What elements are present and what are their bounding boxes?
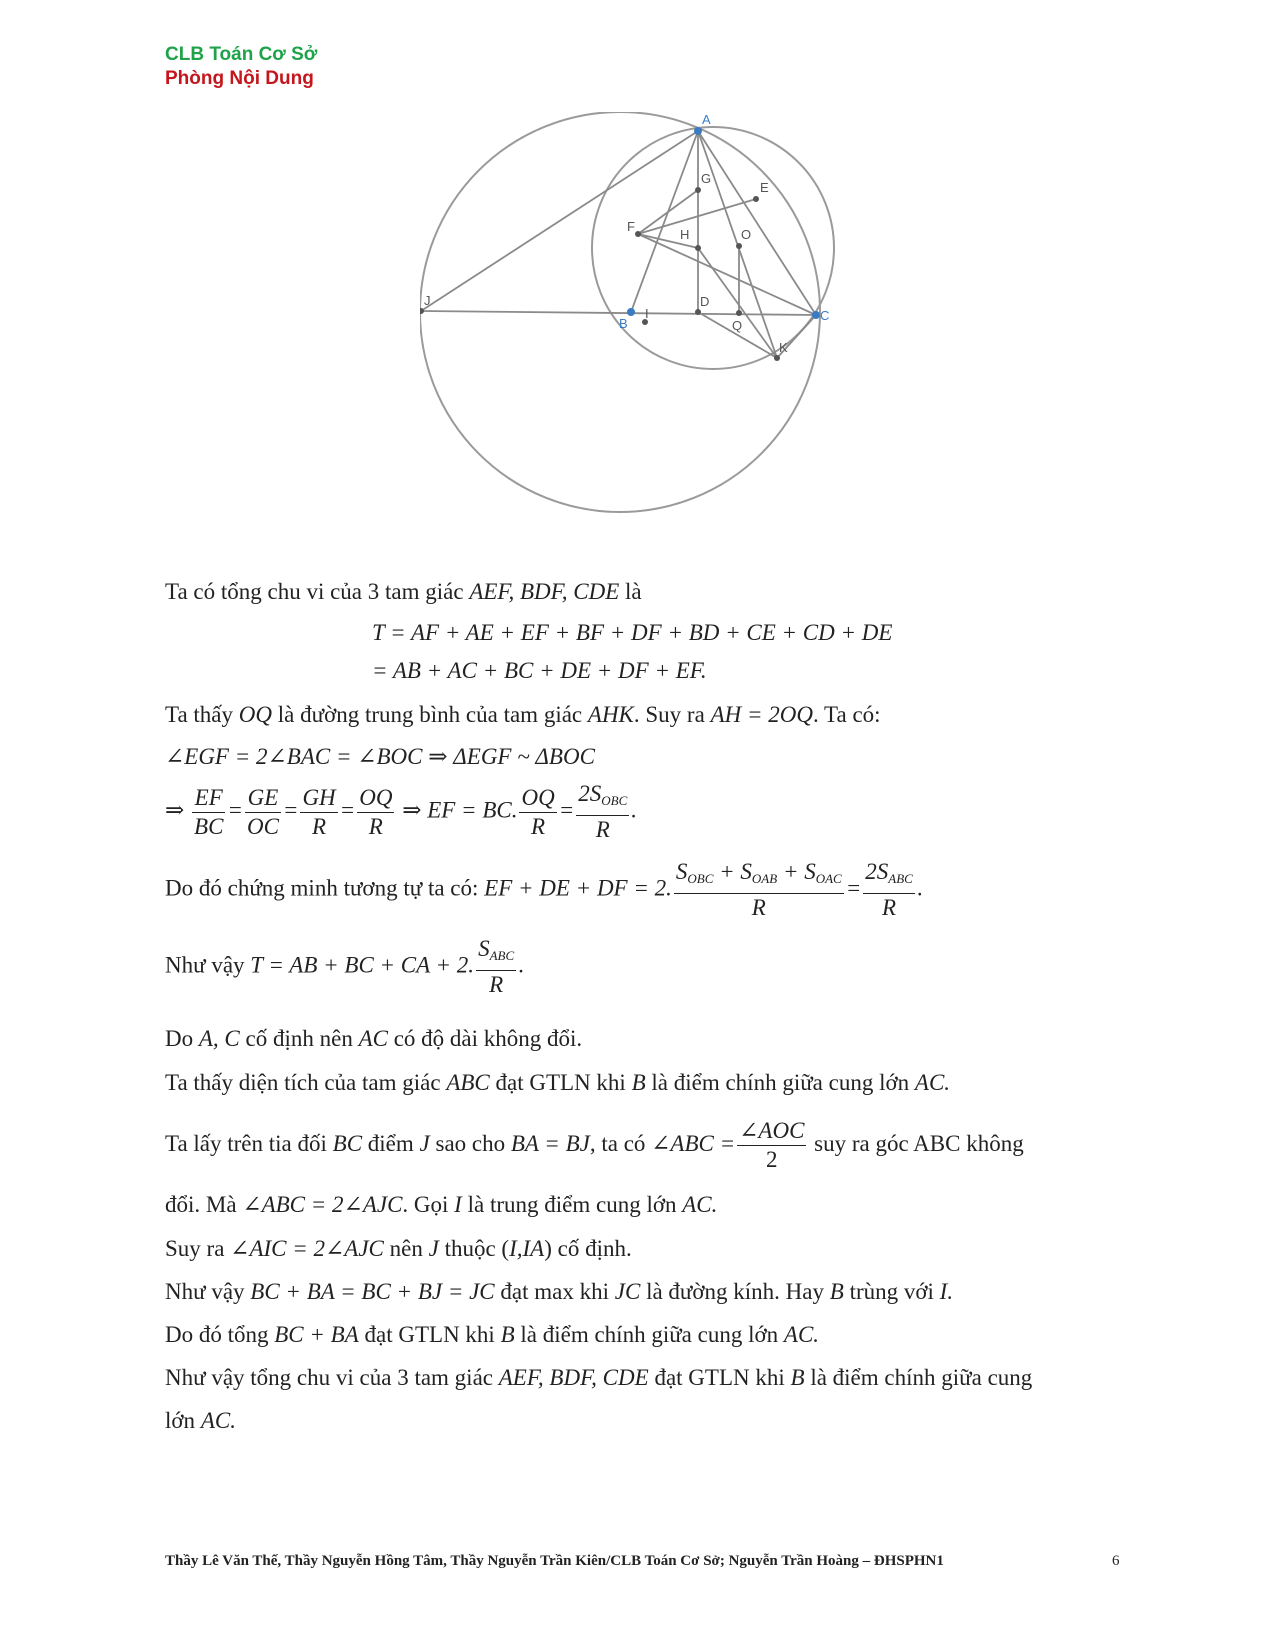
small-circle bbox=[592, 127, 834, 369]
p4-d: I bbox=[454, 1192, 462, 1217]
point-f bbox=[635, 231, 641, 237]
oq-text-d: AHK bbox=[587, 702, 634, 727]
p3-d: J bbox=[419, 1130, 430, 1156]
similar-lhs: EF + DE + DF = 2. bbox=[484, 875, 672, 901]
label-b: B bbox=[619, 316, 628, 331]
frac-num: + S bbox=[713, 859, 752, 884]
frac-num: OQ bbox=[357, 784, 394, 813]
oq-text-g: . Ta có: bbox=[812, 702, 881, 727]
p4-f: AC. bbox=[682, 1192, 718, 1217]
fraction-ef-bc bbox=[192, 784, 225, 841]
frac-num: S bbox=[675, 859, 688, 884]
p7-b: BC + BA bbox=[274, 1322, 359, 1347]
oq-text-c: là đường trung bình của tam giác bbox=[272, 702, 588, 727]
paragraph-9 bbox=[165, 1406, 236, 1436]
label-i: I bbox=[645, 306, 649, 321]
p6-d: JC bbox=[614, 1279, 641, 1304]
p8-c: đạt GTLN khi bbox=[648, 1365, 791, 1390]
oq-line bbox=[165, 700, 881, 730]
frac-num: ∠AOC bbox=[737, 1117, 806, 1146]
oq-text-f: AH = 2OQ bbox=[710, 702, 813, 727]
paragraph-3 bbox=[165, 1117, 1024, 1174]
fraction-sum-s bbox=[674, 858, 844, 922]
frac-den: R bbox=[882, 895, 897, 920]
point-b bbox=[627, 308, 635, 316]
department-name: Phòng Nội Dung bbox=[165, 68, 314, 89]
nhu-vay-eq: T = AB + BC + CA + 2. bbox=[250, 952, 475, 978]
frac-den: R bbox=[312, 813, 327, 839]
page-number: 6 bbox=[1112, 1553, 1120, 1569]
p5-b: ∠AIC = 2∠AJC bbox=[230, 1236, 384, 1261]
p3-b: BC bbox=[332, 1130, 363, 1156]
p4-a: đổi. Mà bbox=[165, 1192, 243, 1217]
p6-c: đạt max khi bbox=[494, 1279, 615, 1304]
label-e: E bbox=[760, 180, 769, 195]
p7-e: là điểm chính giữa cung lớn bbox=[514, 1322, 784, 1347]
p4-e: là trung điểm cung lớn bbox=[461, 1192, 683, 1217]
p1-b: A, C bbox=[198, 1026, 240, 1051]
fraction-ge-oc bbox=[245, 784, 281, 841]
point-g bbox=[695, 187, 701, 193]
implies-symbol: ⇒ bbox=[165, 797, 185, 823]
nhu-vay-line: Như vậy T = AB + BC + CA + 2. $\frac{S_{ABC}}{R}$ . bbox=[165, 936, 524, 997]
p8-a: Như vậy tổng chu vi của 3 tam giác bbox=[165, 1365, 499, 1390]
ef-equals-text: ⇒ EF = BC. bbox=[402, 797, 518, 823]
p5-g: ) cố định. bbox=[544, 1236, 632, 1261]
segment-jc bbox=[421, 311, 816, 315]
paragraph-1 bbox=[165, 1024, 582, 1054]
segment-ab bbox=[631, 131, 698, 312]
p3-a: Ta lấy trên tia đối bbox=[165, 1130, 333, 1156]
equation-t1: T = AF + AE + EF + BF + DF + BD + CE + CD + DE bbox=[372, 620, 893, 645]
point-c bbox=[812, 311, 820, 319]
paragraph-8 bbox=[165, 1363, 1032, 1393]
p7-c: đạt GTLN khi bbox=[358, 1322, 501, 1347]
label-a: A bbox=[702, 112, 711, 127]
p5-d: J bbox=[428, 1236, 439, 1261]
frac-sub: ABC bbox=[489, 948, 515, 963]
paragraph-7 bbox=[165, 1320, 819, 1350]
frac-den: R bbox=[531, 813, 546, 839]
point-k bbox=[774, 355, 780, 361]
p2-c: đạt GTLN khi bbox=[489, 1070, 632, 1095]
frac-den: R bbox=[489, 972, 504, 997]
p3-h: ∠ABC = bbox=[651, 1130, 736, 1156]
frac-den: BC bbox=[194, 813, 224, 839]
paragraph-6 bbox=[165, 1277, 953, 1307]
label-g: G bbox=[701, 171, 712, 186]
segment-hk bbox=[698, 248, 777, 358]
p8-e: là điểm chính giữa cung bbox=[804, 1365, 1033, 1390]
frac-den: OC bbox=[246, 813, 279, 839]
label-h: H bbox=[680, 227, 690, 242]
p2-a: Ta thấy diện tích của tam giác bbox=[165, 1070, 447, 1095]
p7-f: AC. bbox=[783, 1322, 820, 1347]
p5-f: I,IA bbox=[509, 1236, 545, 1261]
p6-e: là đường kính. Hay bbox=[640, 1279, 830, 1304]
frac-num: 2S bbox=[865, 859, 889, 884]
oq-text-a: Ta thấy bbox=[165, 702, 239, 727]
p3-i: suy ra góc ABC không bbox=[808, 1130, 1024, 1156]
triangles-list: AEF, BDF, CDE bbox=[469, 579, 620, 604]
footer-authors: Thầy Lê Văn Thế, Thầy Nguyễn Hồng Tâm, Thầy Nguyễn Trần Kiên/CLB Toán Cơ Sở; Nguyễn Trần Hoàng – ĐHSPHN1 bbox=[165, 1553, 944, 1569]
p9-a: lớn bbox=[165, 1408, 201, 1433]
intro-text: Ta có tổng chu vi của 3 tam giác bbox=[165, 579, 470, 604]
point-h bbox=[695, 245, 701, 251]
p3-c: điểm bbox=[362, 1130, 420, 1156]
geometry-figure bbox=[420, 112, 860, 552]
frac-sub: OAB bbox=[751, 871, 778, 886]
p1-a: Do bbox=[165, 1026, 199, 1051]
intro-line bbox=[165, 577, 642, 607]
p3-g: , ta có bbox=[589, 1130, 652, 1156]
p3-e: sao cho bbox=[429, 1130, 511, 1156]
paragraph-2 bbox=[165, 1068, 950, 1098]
p1-e: có độ dài không đổi. bbox=[387, 1026, 583, 1051]
frac-num: + S bbox=[777, 859, 816, 884]
frac-num: 2S bbox=[578, 781, 602, 806]
club-name: CLB Toán Cơ Sở bbox=[165, 44, 318, 65]
frac-sub: OBC bbox=[601, 793, 628, 808]
fraction-2sabc-r bbox=[863, 858, 915, 922]
frac-den: R bbox=[751, 895, 766, 920]
oq-text-b: OQ bbox=[238, 702, 272, 727]
fraction-2sobc-r bbox=[576, 780, 629, 844]
fraction-chain: ⇒ $\frac{EF}{BC}$ = $\frac{GE}{OC}$ = $\frac{GH}{R}$ = $\frac{OQ}{R}$ ⇒ EF = BC. $\frac{OQ}{R}$ = $\frac{2S_{OBC}}{R}$ . bbox=[165, 781, 637, 842]
label-d: D bbox=[700, 294, 710, 309]
p1-c: cố định nên bbox=[239, 1026, 359, 1051]
p2-f: AC. bbox=[914, 1070, 951, 1095]
angle-equation: ∠EGF = 2∠BAC = ∠BOC ⇒ ΔEGF ~ ΔBOC bbox=[165, 744, 595, 769]
frac-sub: ABC bbox=[888, 871, 913, 886]
frac-num: GE bbox=[245, 784, 281, 813]
p6-h: I. bbox=[939, 1279, 954, 1304]
equation-t2: = AB + AC + BC + DE + DF + EF. bbox=[372, 658, 707, 683]
p5-e: thuộc ( bbox=[438, 1236, 510, 1261]
p8-d: B bbox=[790, 1365, 805, 1390]
frac-den: 2 bbox=[766, 1147, 778, 1172]
frac-den: R bbox=[595, 817, 610, 842]
p4-b: ∠ABC = 2∠AJC bbox=[242, 1192, 403, 1217]
segment-fe bbox=[638, 199, 756, 234]
p2-d: B bbox=[631, 1070, 646, 1095]
frac-num: S bbox=[478, 936, 490, 961]
point-q bbox=[736, 310, 742, 316]
p5-c: nên bbox=[383, 1236, 429, 1261]
fraction-gh-r bbox=[300, 784, 337, 841]
p6-g: trùng với bbox=[843, 1279, 940, 1304]
p6-b: BC + BA = BC + BJ = JC bbox=[250, 1279, 495, 1304]
point-d bbox=[695, 309, 701, 315]
p9-b: AC. bbox=[200, 1408, 236, 1433]
p8-b: AEF, BDF, CDE bbox=[498, 1365, 649, 1390]
frac-num: GH bbox=[300, 784, 337, 813]
fraction-sabc-r bbox=[476, 935, 516, 999]
frac-num: OQ bbox=[519, 784, 556, 813]
label-f: F bbox=[627, 219, 635, 234]
p5-a: Suy ra bbox=[165, 1236, 231, 1261]
similar-text: Do đó chứng minh tương tự ta có: bbox=[165, 875, 485, 901]
frac-sub: OBC bbox=[687, 871, 714, 886]
p7-a: Do đó tổng bbox=[165, 1322, 275, 1347]
p4-c: . Gọi bbox=[402, 1192, 455, 1217]
label-k: K bbox=[779, 340, 788, 355]
p3-f: BA = BJ bbox=[510, 1130, 590, 1156]
nhu-vay-text: Như vậy bbox=[165, 952, 251, 978]
label-j: J bbox=[424, 293, 431, 308]
fraction-oq-r-2 bbox=[519, 784, 556, 841]
point-a bbox=[694, 127, 702, 135]
p2-e: là điểm chính giữa cung lớn bbox=[645, 1070, 915, 1095]
paragraph-4 bbox=[165, 1190, 717, 1220]
paragraph-5 bbox=[165, 1234, 632, 1264]
p6-a: Như vậy bbox=[165, 1279, 251, 1304]
fraction-aoc-2 bbox=[737, 1117, 806, 1174]
intro-end: là bbox=[619, 579, 642, 604]
oq-text-e: . Suy ra bbox=[633, 702, 711, 727]
p6-f: B bbox=[829, 1279, 844, 1304]
similar-proof-line: Do đó chứng minh tương tự ta có: EF + DE + DF = 2. $\frac{S_{OBC} + S_{OAB} + S_{OAC}}{R}$ = $\frac{2S_{ABC}}{R}$ . bbox=[165, 859, 923, 920]
frac-num: EF bbox=[192, 784, 225, 813]
p2-b: ABC bbox=[446, 1070, 490, 1095]
label-q: Q bbox=[732, 318, 743, 333]
fraction-oq-r bbox=[357, 784, 394, 841]
label-c: C bbox=[820, 308, 830, 323]
p7-d: B bbox=[500, 1322, 515, 1347]
frac-den: R bbox=[368, 813, 383, 839]
point-o bbox=[736, 243, 742, 249]
label-o: O bbox=[741, 227, 752, 242]
point-e bbox=[753, 196, 759, 202]
p1-d: AC bbox=[358, 1026, 388, 1051]
frac-sub: OAC bbox=[815, 871, 842, 886]
